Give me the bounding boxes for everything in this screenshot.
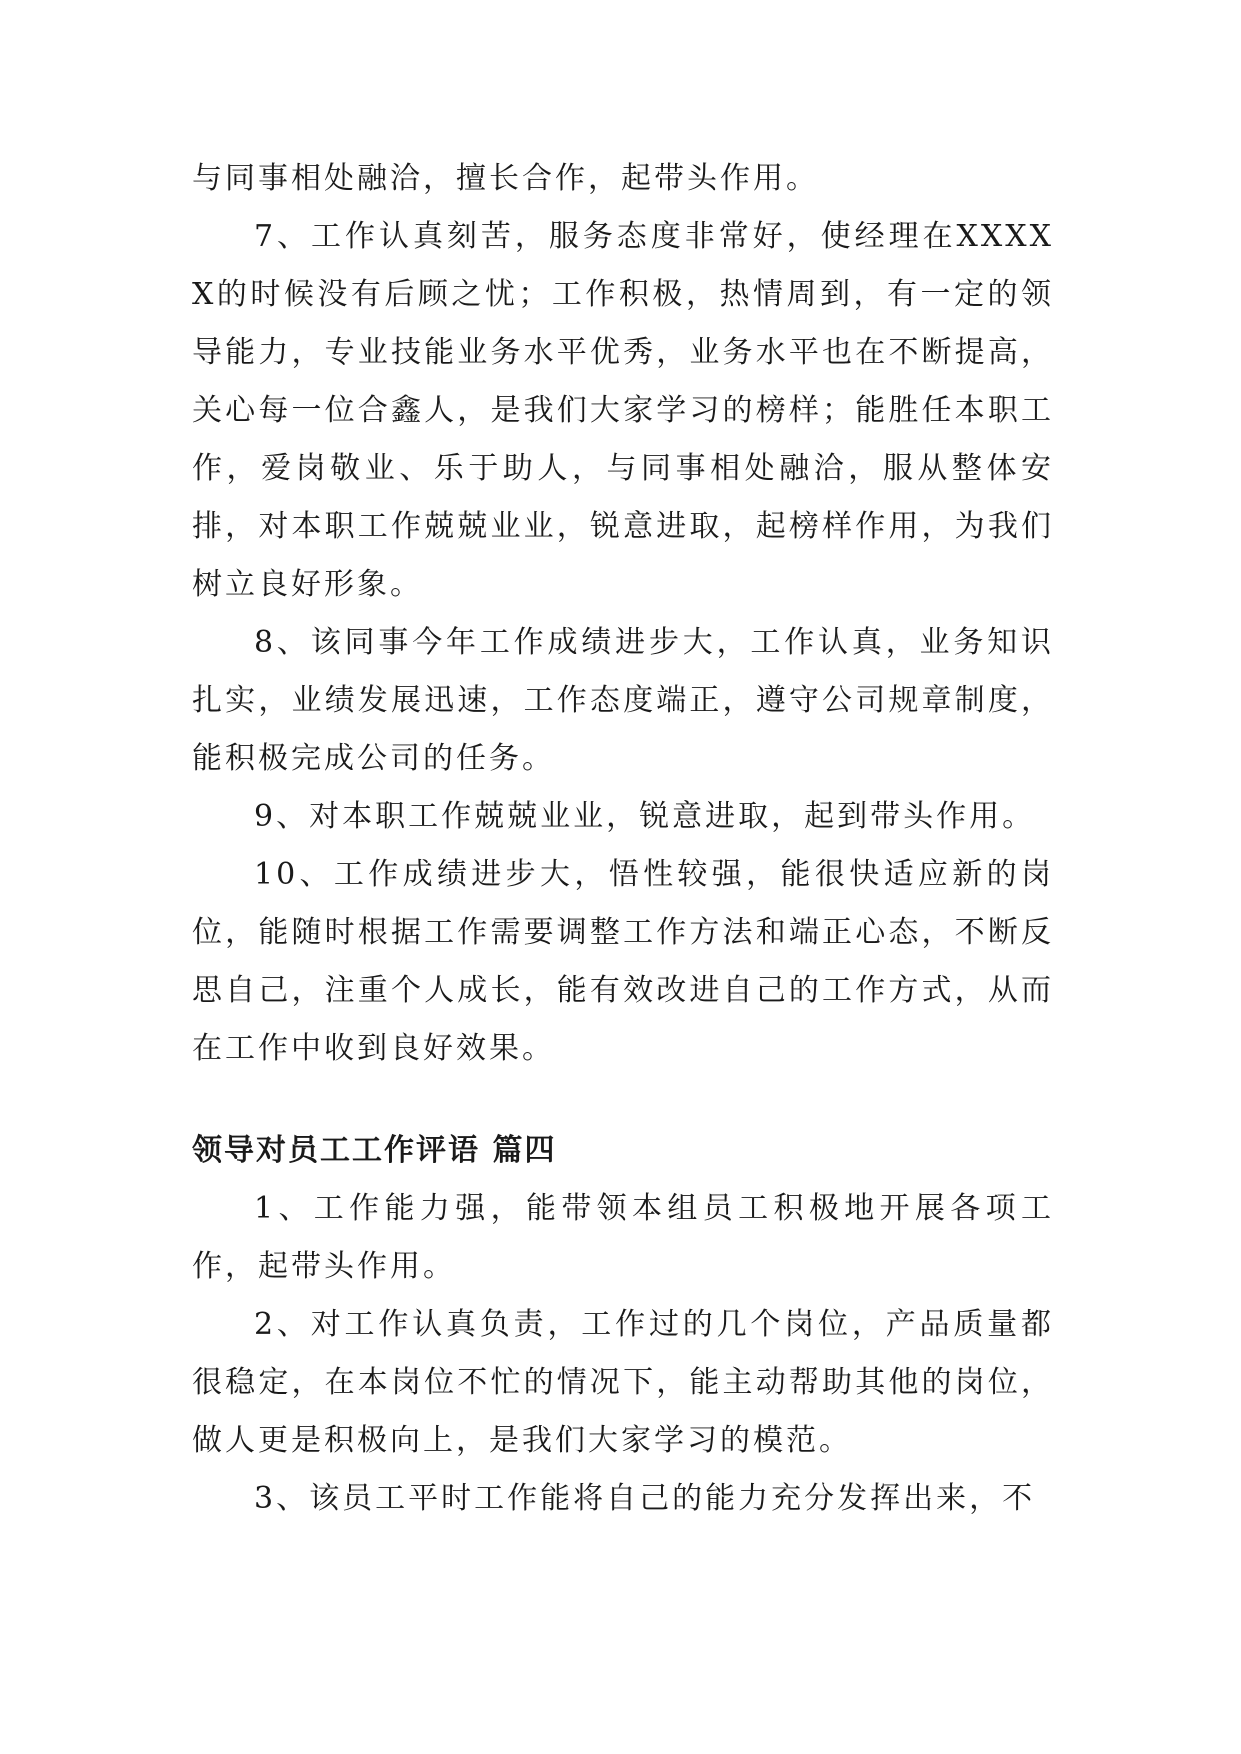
document-body bbox=[192, 150, 1054, 1528]
paragraph-continuation: 与同事相处融洽，擅长合作，起带头作用。 bbox=[192, 161, 819, 196]
paragraph-item-10: 10、工作成绩进步大，悟性较强，能很快适应新的岗位，能随时根据工作需要调整工作方法和端正心态，不断反思自己，注重个人成长，能有效改进自己的工作方式，从而在工作中收到良好效果。 bbox=[192, 857, 1054, 1066]
paragraph-item-2: 2、对工作认真负责，工作过的几个岗位，产品质量都很稳定，在本岗位不忙的情况下，能主动帮助其他的岗位，做人更是积极向上，是我们大家学习的模范。 bbox=[192, 1307, 1054, 1458]
paragraph-item-7: 7、工作认真刻苦，服务态度非常好，使经理在XXXXX的时候没有后顾之忧；工作积极，热情周到，有一定的领导能力，专业技能业务水平优秀，业务水平也在不断提高，关心每一位合鑫人，是我们大家学习的榜样；能胜任本职工作，爱岗敬业、乐于助人，与同事相处融洽，服从整体安排，对本职工作兢兢业业，锐意进取，起榜样作用，为我们树立良好形象。 bbox=[192, 219, 1054, 602]
paragraph-item-8: 8、该同事今年工作成绩进步大，工作认真，业务知识扎实，业绩发展迅速，工作态度端正，遵守公司规章制度，能积极完成公司的任务。 bbox=[192, 625, 1054, 776]
paragraph-item-9: 9、对本职工作兢兢业业，锐意进取，起到带头作用。 bbox=[254, 799, 1036, 834]
paragraph-item-3: 3、该员工平时工作能将自己的能力充分发挥出来，不 bbox=[254, 1481, 1036, 1516]
paragraph-item-1: 1、工作能力强，能带领本组员工积极地开展各项工作，起带头作用。 bbox=[192, 1191, 1054, 1284]
section-title: 领导对员工工作评语 篇四 bbox=[192, 1133, 557, 1168]
